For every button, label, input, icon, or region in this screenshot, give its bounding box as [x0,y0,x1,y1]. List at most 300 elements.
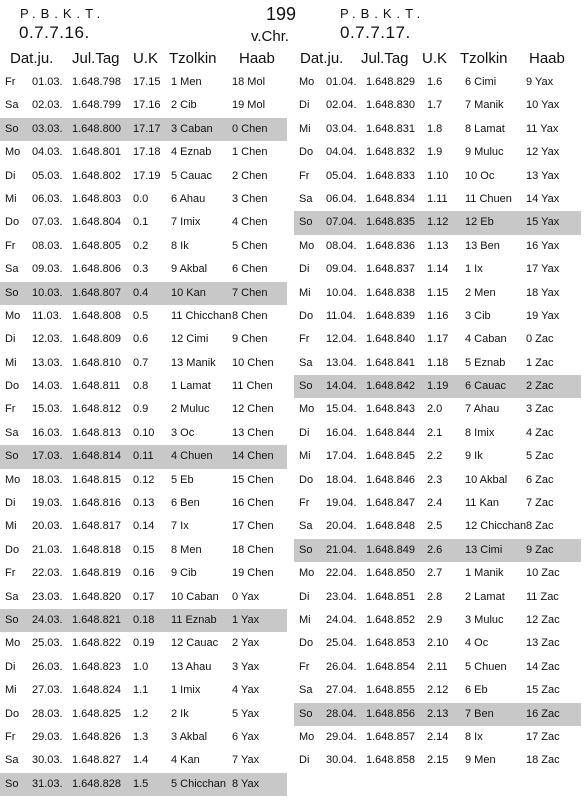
date-cell: 12.03. [32,333,63,346]
julian-day-cell: 1.648.816 [72,497,121,510]
date-cell: 15.03. [32,403,63,416]
haab-cell: 18 Mol [232,76,266,88]
julian-day-cell: 1.648.823 [72,660,121,673]
col-header-haab-right: Haab [529,50,565,67]
uk-cell: 2.12 [427,684,449,697]
haab-cell: 16 Yax [526,239,560,252]
haab-cell: 5 Zac [526,450,554,463]
julian-day-cell: 1.648.837 [366,263,415,276]
uk-cell: 1.19 [427,380,449,393]
uk-cell: 17.15 [133,76,161,88]
date-cell: 20.04. [326,520,357,533]
tzolkin-cell: 1 Manik [465,567,504,580]
table-row [0,445,287,468]
table-row [294,539,581,562]
date-cell: 22.04. [326,567,357,580]
weekday-cell: Sa [5,590,19,603]
uk-cell: 0.11 [133,450,154,463]
table-row [0,609,287,632]
date-cell: 28.03. [32,707,63,720]
tzolkin-cell: 9 Muluc [465,146,504,159]
date-cell: 03.03. [32,122,63,135]
tzolkin-cell: 5 Eznab [465,356,506,369]
uk-cell: 2.3 [427,473,443,486]
table-row [294,679,581,702]
julian-day-cell: 1.648.806 [72,263,121,276]
haab-cell: 3 Zac [526,403,554,416]
date-cell: 26.03. [32,660,63,673]
julian-day-cell: 1.648.808 [72,309,121,322]
table-row [0,422,287,445]
haab-cell: 8 Chen [232,309,268,322]
julian-day-cell: 1.648.799 [72,99,121,112]
weekday-cell: Fr [299,497,310,510]
tzolkin-cell: 5 Chicchan [171,777,227,790]
date-cell: 06.03. [32,192,63,205]
weekday-cell: So [5,777,19,790]
tzolkin-cell: 10 Caban [171,590,219,603]
weekday-cell: Do [5,707,20,720]
tzolkin-cell: 6 Eb [465,684,488,697]
tzolkin-cell: 13 Manik [171,356,216,369]
uk-cell: 0.19 [133,637,155,650]
weekday-cell: Fr [5,567,16,580]
julian-day-cell: 1.648.840 [366,333,415,346]
julian-day-cell: 1.648.820 [72,590,121,603]
date-cell: 05.04. [326,169,357,182]
col-header-julian-day-right: Jul.Tag [361,50,409,67]
weekday-cell: Do [299,309,314,322]
column-headers [0,50,584,70]
col-header-haab: Haab [239,50,275,67]
table-row [0,71,287,94]
uk-cell: 0.16 [133,567,155,580]
col-header-tzolkin-right: Tzolkin [460,50,508,67]
haab-cell: 0 Yax [232,590,260,603]
col-header-date: Dat.ju. [10,50,54,67]
year-title: 199 [266,4,297,24]
tzolkin-cell: 8 Imix [465,426,495,439]
tzolkin-cell: 1 Lamat [171,380,211,393]
weekday-cell: Di [299,590,310,603]
date-cell: 29.04. [326,730,357,743]
date-cell: 19.03. [32,497,63,510]
uk-cell: 2.14 [427,730,449,743]
haab-cell: 7 Zac [526,497,554,510]
tzolkin-cell: 4 Chuen [171,450,213,463]
uk-cell: 2.2 [427,450,443,463]
haab-cell: 7 Yax [232,754,260,767]
julian-day-cell: 1.648.853 [366,637,415,650]
julian-day-cell: 1.648.857 [366,730,415,743]
uk-cell: 1.13 [427,239,449,252]
haab-cell: 3 Yax [232,660,260,673]
julian-day-cell: 1.648.827 [72,754,121,767]
uk-cell: 1.9 [427,146,443,159]
table-row [0,235,287,258]
julian-day-cell: 1.648.858 [366,754,415,767]
uk-cell: 0.14 [133,520,155,533]
haab-cell: 4 Chen [232,216,268,229]
julian-day-cell: 1.648.850 [366,567,415,580]
date-cell: 21.03. [32,543,63,556]
haab-cell: 1 Chen [232,146,268,159]
haab-cell: 16 Chen [232,497,274,510]
date-cell: 22.03. [32,567,63,580]
weekday-cell: Do [299,473,314,486]
julian-day-cell: 1.648.854 [366,660,415,673]
col-header-tzolkin: Tzolkin [169,50,217,67]
pbkt-label-left: P.B.K.T. [20,6,106,21]
julian-day-cell: 1.648.835 [366,216,415,229]
weekday-cell: So [5,613,19,626]
uk-cell: 0.15 [133,543,155,556]
haab-cell: 19 Mol [232,99,266,112]
date-cell: 20.03. [32,520,63,533]
date-cell: 16.04. [326,426,357,439]
weekday-cell: So [5,450,19,463]
table-row [294,165,581,188]
weekday-cell: So [299,380,313,393]
table-row [0,539,287,562]
date-cell: 03.04. [326,122,357,135]
haab-cell: 12 Yax [526,146,560,159]
haab-cell: 9 Zac [526,543,554,556]
weekday-cell: Sa [5,99,19,112]
table-row [294,118,581,141]
weekday-cell: Di [5,169,16,182]
tzolkin-cell: 1 Men [171,76,202,88]
tzolkin-cell: 3 Akbal [171,730,208,743]
haab-cell: 6 Chen [232,263,268,276]
weekday-cell: Mo [299,403,315,416]
tzolkin-cell: 10 Akbal [465,473,508,486]
weekday-cell: Sa [299,356,313,369]
julian-day-cell: 1.648.822 [72,637,121,650]
date-cell: 07.04. [326,216,357,229]
julian-day-cell: 1.648.824 [72,684,121,697]
date-cell: 30.03. [32,754,63,767]
pbkt-label-right: P.B.K.T. [340,6,426,21]
uk-cell: 0.3 [133,263,149,276]
tzolkin-cell: 2 Muluc [171,403,210,416]
julian-day-cell: 1.648.831 [366,122,415,135]
uk-cell: 0.17 [133,590,155,603]
haab-cell: 17 Chen [232,520,274,533]
uk-cell: 1.2 [133,707,149,720]
table-row [0,188,287,211]
table-row [294,94,581,117]
table-row [0,492,287,515]
haab-cell: 9 Yax [526,76,554,88]
tzolkin-cell: 9 Men [465,754,496,767]
table-row [0,328,287,351]
tzolkin-cell: 8 Lamat [465,122,505,135]
tzolkin-cell: 3 Caban [171,122,213,135]
tzolkin-cell: 11 Eznab [171,613,217,626]
long-count-right: 0.7.7.17. [340,23,411,42]
date-cell: 15.04. [326,403,357,416]
weekday-cell: Do [5,216,20,229]
uk-cell: 1.18 [427,356,449,369]
haab-cell: 13 Yax [526,169,560,182]
weekday-cell: Mi [5,192,17,205]
tzolkin-cell: 11 Chicchan [171,309,232,322]
tzolkin-cell: 8 Ix [465,730,483,743]
weekday-cell: Do [5,543,20,556]
uk-cell: 0.9 [133,403,149,416]
weekday-cell: So [5,286,19,299]
haab-cell: 14 Zac [526,660,560,673]
weekday-cell: Di [299,426,310,439]
julian-day-cell: 1.648.844 [366,426,415,439]
tzolkin-cell: 6 Ben [171,497,200,510]
julian-day-cell: 1.648.852 [366,613,415,626]
tzolkin-cell: 7 Ix [171,520,189,533]
haab-cell: 4 Yax [232,684,260,697]
table-row [294,469,581,492]
haab-cell: 10 Zac [526,567,560,580]
haab-cell: 11 Zac [526,590,559,603]
tzolkin-cell: 6 Cauac [465,380,506,393]
haab-cell: 11 Yax [526,122,559,135]
table-row [0,749,287,772]
weekday-cell: Mo [5,146,21,159]
date-cell: 18.03. [32,473,63,486]
col-header-uk-right: U.K [422,50,448,67]
table-row [294,609,581,632]
tzolkin-cell: 13 Cimi [465,543,503,556]
uk-cell: 0.0 [133,192,149,205]
haab-cell: 5 Chen [232,239,268,252]
tzolkin-cell: 2 Ik [171,707,189,720]
table-row [0,305,287,328]
date-cell: 16.03. [32,426,63,439]
uk-cell: 2.11 [427,660,448,673]
weekday-cell: Fr [5,76,16,88]
tzolkin-cell: 5 Eb [171,473,194,486]
tzolkin-cell: 13 Ben [465,239,500,252]
table-row [0,726,287,749]
table-row [0,211,287,234]
table-row [294,141,581,164]
tzolkin-cell: 10 Kan [171,286,206,299]
uk-cell: 17.16 [133,99,161,112]
haab-cell: 18 Yax [526,286,560,299]
uk-cell: 1.11 [427,192,448,205]
julian-day-cell: 1.648.839 [366,309,415,322]
weekday-cell: Fr [5,403,16,416]
weekday-cell: Mi [299,286,311,299]
uk-cell: 2.13 [427,707,449,720]
date-cell: 18.04. [326,473,357,486]
tzolkin-cell: 8 Men [171,543,202,556]
tzolkin-cell: 4 Eznab [171,146,212,159]
julian-day-cell: 1.648.846 [366,473,415,486]
haab-cell: 9 Chen [232,333,268,346]
uk-cell: 0.18 [133,613,155,626]
weekday-cell: Mo [5,473,21,486]
uk-cell: 0.5 [133,309,149,322]
haab-cell: 17 Yax [526,263,560,276]
table-row [294,703,581,726]
julian-day-cell: 1.648.833 [366,169,415,182]
table-row [0,679,287,702]
weekday-cell: Di [5,660,16,673]
julian-day-cell: 1.648.815 [72,473,121,486]
haab-cell: 3 Chen [232,192,268,205]
haab-cell: 15 Yax [526,216,560,229]
haab-cell: 11 Chen [232,380,273,393]
uk-cell: 1.5 [133,777,149,790]
julian-day-cell: 1.648.841 [366,356,415,369]
date-cell: 01.03. [32,76,63,88]
table-row [0,141,287,164]
date-cell: 17.03. [32,450,63,463]
uk-cell: 1.4 [133,754,149,767]
weekday-cell: Mo [299,239,315,252]
date-cell: 30.04. [326,754,357,767]
tzolkin-cell: 8 Ik [171,239,189,252]
date-cell: 27.03. [32,684,63,697]
uk-cell: 17.19 [133,169,161,182]
haab-cell: 0 Zac [526,333,554,346]
haab-cell: 17 Zac [526,730,560,743]
tzolkin-cell: 4 Caban [465,333,507,346]
weekday-cell: Fr [299,660,310,673]
weekday-cell: Mo [299,76,315,88]
table-row [294,492,581,515]
julian-day-cell: 1.648.849 [366,543,415,556]
tzolkin-cell: 5 Chuen [465,660,507,673]
table-row [294,632,581,655]
julian-day-cell: 1.648.809 [72,333,121,346]
uk-cell: 2.1 [427,426,443,439]
tzolkin-cell: 2 Men [465,286,496,299]
uk-cell: 1.16 [427,309,449,322]
julian-day-cell: 1.648.843 [366,403,415,416]
weekday-cell: Di [299,263,310,276]
uk-cell: 1.17 [427,333,449,346]
haab-cell: 2 Zac [526,380,554,393]
weekday-cell: Mi [5,356,17,369]
tzolkin-cell: 7 Ahau [465,403,500,416]
tzolkin-cell: 12 Cauac [171,637,219,650]
weekday-cell: Fr [299,169,310,182]
haab-cell: 6 Yax [232,730,260,743]
julian-day-cell: 1.648.807 [72,286,121,299]
uk-cell: 0.1 [133,216,149,229]
tzolkin-cell: 5 Cauac [171,169,212,182]
haab-cell: 18 Chen [232,543,274,556]
uk-cell: 17.17 [133,122,161,135]
tzolkin-cell: 6 Cimi [465,76,497,88]
haab-cell: 8 Yax [232,777,260,790]
date-cell: 08.04. [326,239,357,252]
julian-day-cell: 1.648.803 [72,192,121,205]
uk-cell: 2.7 [427,567,443,580]
weekday-cell: Do [5,380,20,393]
uk-cell: 1.6 [427,76,443,88]
uk-cell: 1.8 [427,122,443,135]
weekday-cell: Do [299,637,314,650]
tzolkin-cell: 3 Muluc [465,613,504,626]
weekday-cell: Mi [5,520,17,533]
date-cell: 28.04. [326,707,357,720]
weekday-cell: So [5,122,19,135]
weekday-cell: Di [299,754,310,767]
julian-day-cell: 1.648.800 [72,122,121,135]
haab-cell: 7 Chen [232,286,268,299]
table-row [0,469,287,492]
table-row [0,398,287,421]
julian-day-cell: 1.648.805 [72,239,121,252]
haab-cell: 10 Chen [232,356,274,369]
julian-day-cell: 1.648.847 [366,497,415,510]
tzolkin-cell: 11 Chuen [465,192,512,205]
julian-day-cell: 1.648.825 [72,707,121,720]
table-row [0,562,287,585]
tzolkin-cell: 2 Cib [171,99,197,112]
era-label: v.Chr. [251,28,290,45]
tzolkin-cell: 1 Imix [171,684,201,697]
tzolkin-cell: 7 Manik [465,99,504,112]
uk-cell: 0.2 [133,239,149,252]
table-row [0,258,287,281]
haab-cell: 10 Yax [526,99,560,112]
tzolkin-cell: 7 Ben [465,707,494,720]
date-cell: 21.04. [326,543,357,556]
weekday-cell: Sa [5,426,19,439]
weekday-cell: Mi [299,450,311,463]
date-cell: 10.03. [32,286,63,299]
tzolkin-cell: 13 Ahau [171,660,212,673]
uk-cell: 2.0 [427,403,443,416]
weekday-cell: Fr [299,333,310,346]
table-row [294,211,581,234]
julian-day-cell: 1.648.811 [72,380,121,393]
table-row [0,165,287,188]
tzolkin-cell: 9 Ik [465,450,483,463]
date-cell: 07.03. [32,216,63,229]
haab-cell: 12 Chen [232,403,274,416]
date-cell: 11.03. [32,309,62,322]
julian-day-cell: 1.648.821 [72,613,121,626]
haab-cell: 19 Chen [232,567,274,580]
tzolkin-cell: 3 Oc [171,426,195,439]
date-cell: 24.04. [326,613,357,626]
date-cell: 11.04. [326,309,356,322]
weekday-cell: So [299,707,313,720]
weekday-cell: Mi [5,684,17,697]
haab-cell: 2 Chen [232,169,268,182]
weekday-cell: Mi [299,613,311,626]
julian-day-cell: 1.648.836 [366,239,415,252]
col-header-julian-day: Jul.Tag [72,50,120,67]
col-header-date-right: Dat.ju. [300,50,344,67]
date-cell: 04.03. [32,146,63,159]
julian-day-cell: 1.648.830 [366,99,415,112]
table-row [294,235,581,258]
table-row [0,94,287,117]
date-cell: 06.04. [326,192,357,205]
weekday-cell: Do [299,146,314,159]
date-cell: 25.03. [32,637,63,650]
weekday-cell: Di [299,99,310,112]
julian-day-cell: 1.648.814 [72,450,121,463]
haab-cell: 4 Zac [526,426,554,439]
julian-day-cell: 1.648.855 [366,684,415,697]
